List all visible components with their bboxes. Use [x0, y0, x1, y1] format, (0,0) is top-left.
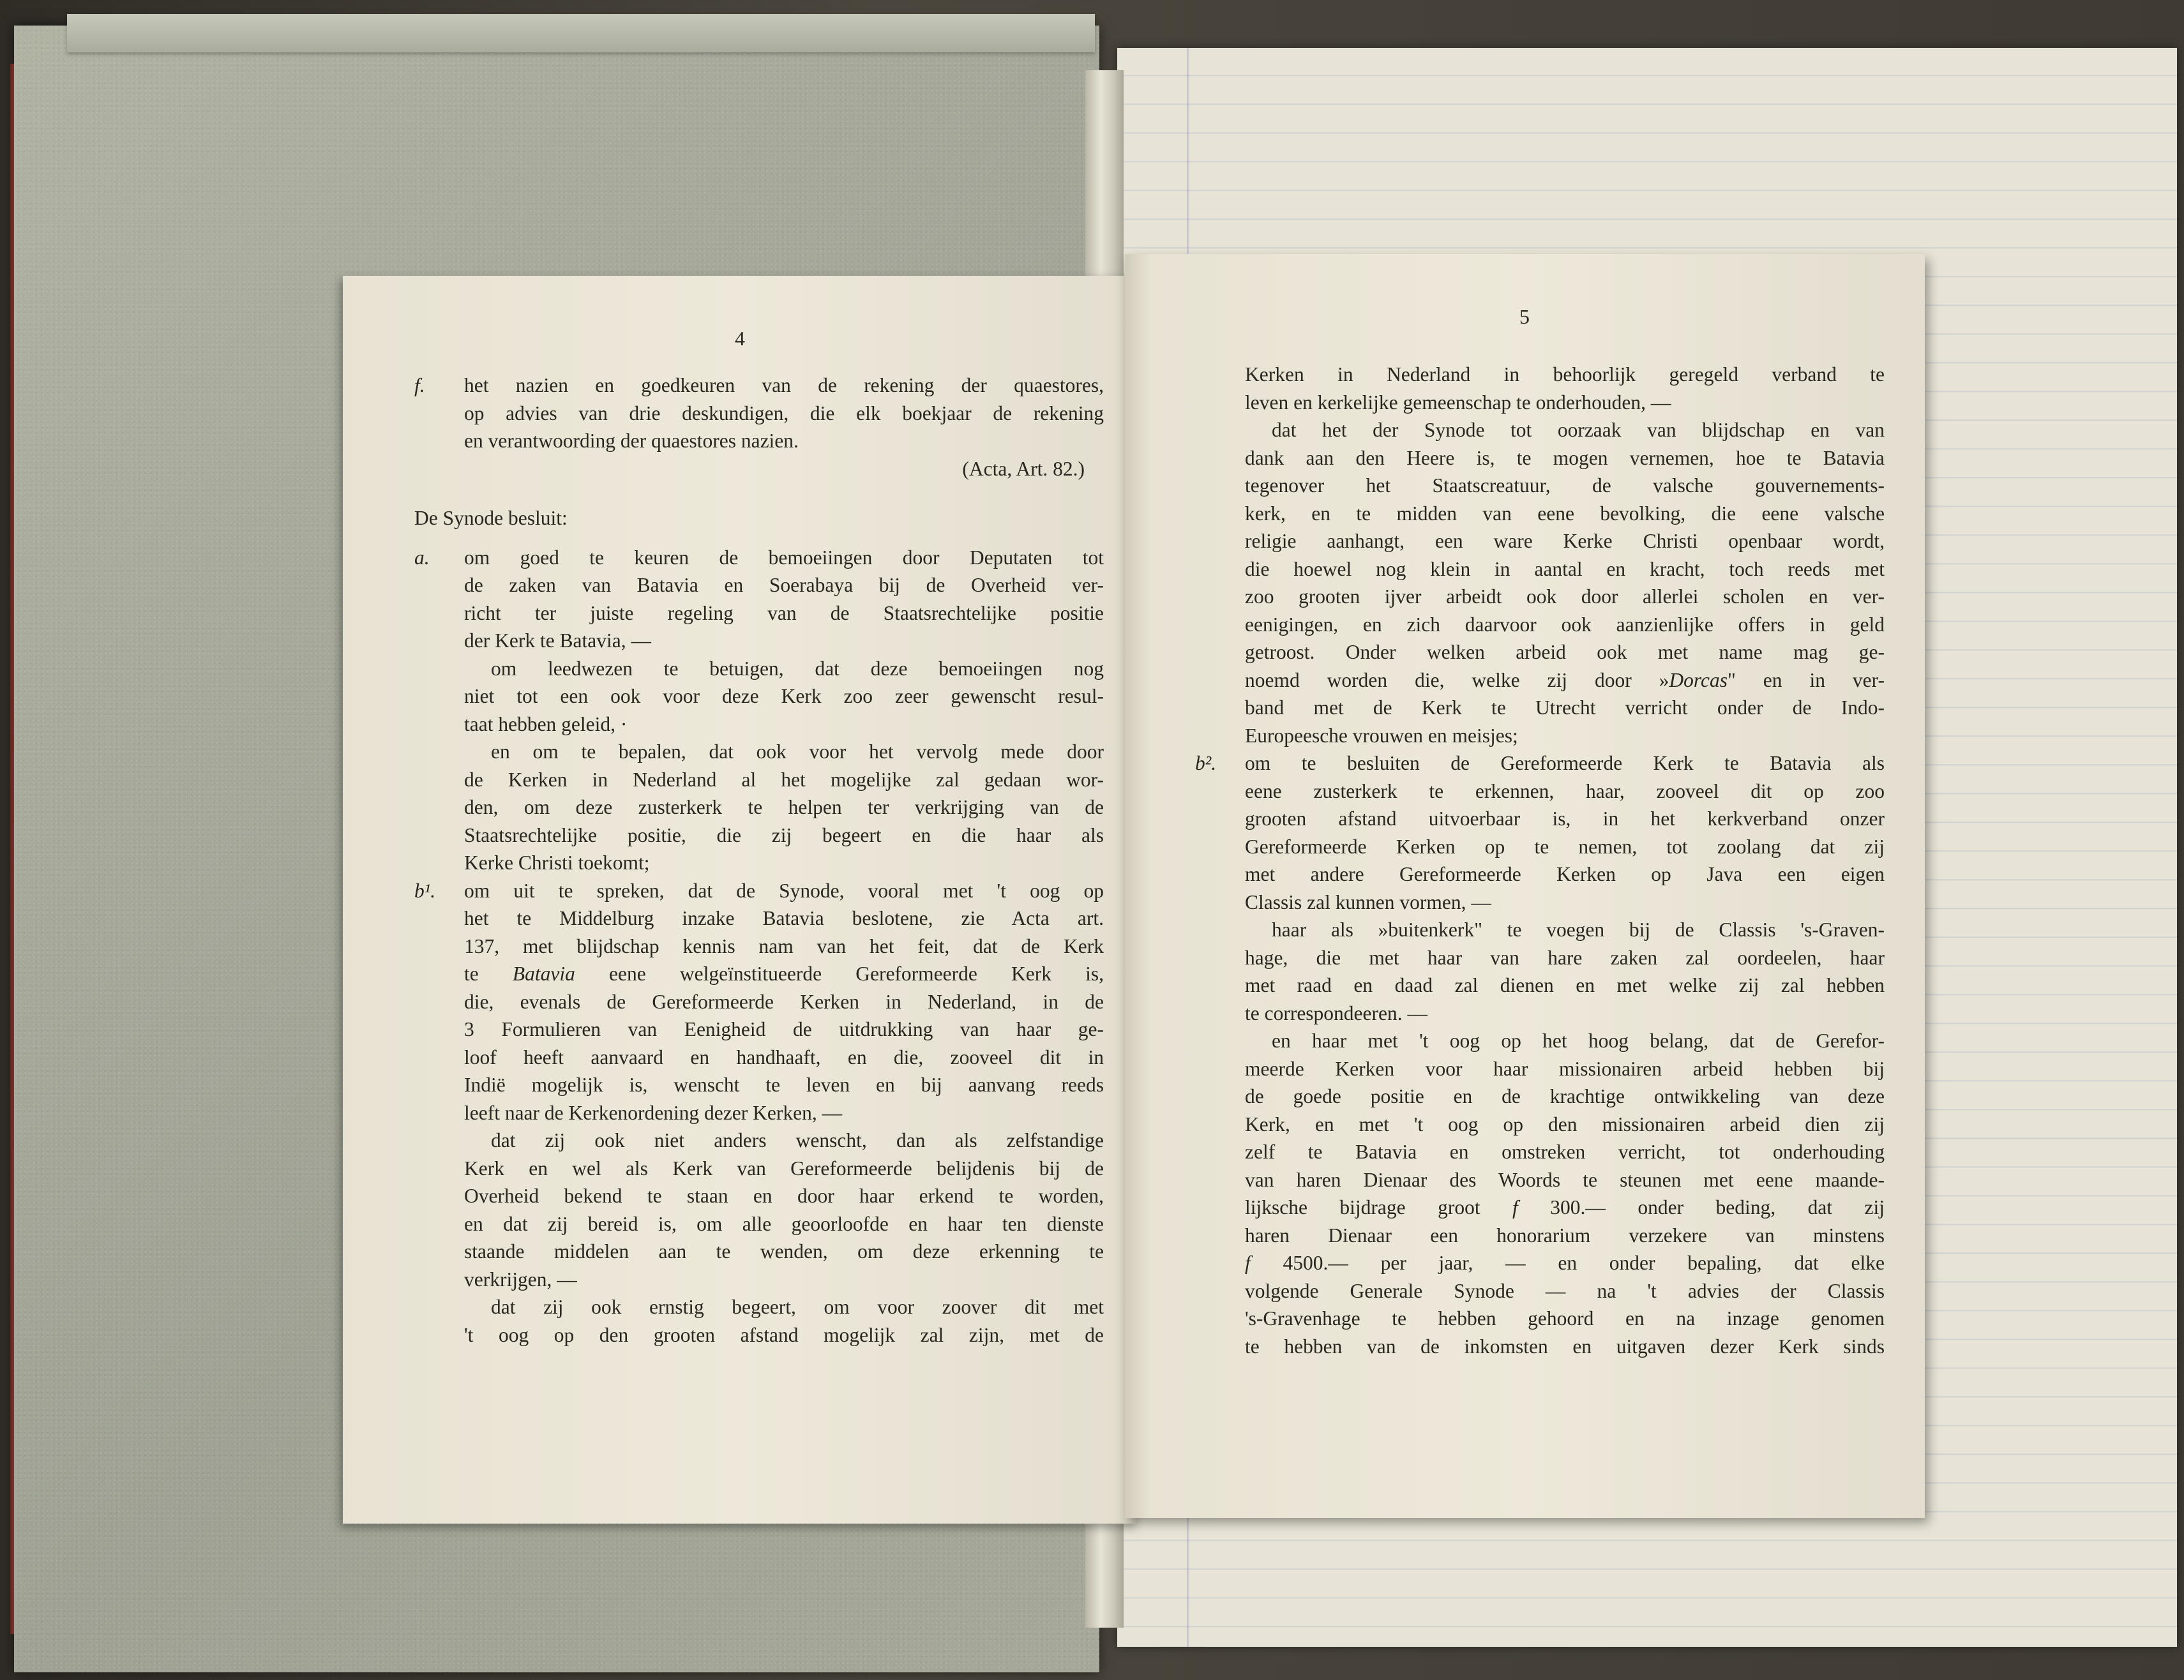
pamphlet-page-4 [343, 276, 1138, 1524]
text-line: eenigingen, en zich daarvoor ook aanzienlijke offers in geld [1245, 613, 1885, 636]
text-line: van haren Dienaar des Woords te steunen met eene maande- [1245, 1168, 1885, 1191]
text-line: dat zij ook ernstig begeert, om voor zoover dit met [491, 1296, 1104, 1318]
page-text [1195, 361, 1885, 1360]
text-line: meerde Kerken voor haar missionairen arbeid hebben bij [1245, 1057, 1885, 1080]
citation: (Acta, Art. 82.) [962, 457, 1085, 480]
text-line: getroost. Onder welken arbeid ook met name mag ge- [1245, 641, 1885, 663]
text-line: dank aan den Heere is, te mogen vernemen, hoe te Batavia [1245, 446, 1885, 469]
text-line: Indië mogelijk is, wenscht te leven en bij aanvang reeds [464, 1074, 1104, 1096]
pamphlet-page-5 [1125, 254, 1925, 1518]
text-line: Staatsrechtelijke positie, die zij begeert en die haar als [464, 823, 1104, 846]
text-line: het te Middelburg inzake Batavia beslotene, zie Acta art. [464, 907, 1104, 929]
text-line: Kerk, en met 't oog op den missionairen arbeid dien zij [1245, 1113, 1885, 1136]
text-line: lijksche bijdrage groot f 300.— onder beding, dat zij [1245, 1196, 1885, 1219]
text-line: te correspondeeren. — [1245, 1001, 1427, 1024]
text-line: religie aanhangt, een ware Kerke Christi openbaar wordt, [1245, 530, 1885, 552]
text-line: loof heeft aanvaard en handhaaft, en die, zooveel dit in [464, 1046, 1104, 1069]
text-line: 's-Gravenhage te hebben gehoord en na inzage genomen [1245, 1307, 1885, 1330]
text-line: staande middelen aan te wenden, om deze erkenning te [464, 1240, 1104, 1263]
text-line: b¹. om uit te spreken, dat de Synode, vooral met 't oog op [414, 879, 1104, 902]
text-line: en om te bepalen, dat ook voor het vervolg mede door [491, 740, 1104, 763]
text-line: der Kerk te Batavia, — [464, 629, 652, 652]
text-line: om leedwezen te betuigen, dat deze bemoeiingen nog [491, 657, 1104, 680]
text-line: leven en kerkelijke gemeenschap te onderhouden, — [1245, 391, 1671, 414]
text-line: volgende Generale Synode — na 't advies der Classis [1245, 1279, 1885, 1302]
text-line: de goede positie en de krachtige ontwikkeling van deze [1245, 1085, 1885, 1107]
cover-top-fold [67, 14, 1095, 52]
text-line: haren Dienaar een honorarium verzekere van minstens [1245, 1224, 1885, 1247]
text-line: zoo grooten ijver arbeidt ook door allerlei scholen en ver- [1245, 585, 1885, 608]
text-line: eene zusterkerk te erkennen, haar, zooveel dit op zoo [1245, 779, 1885, 802]
text-line: te hebben van de inkomsten en uitgaven dezer Kerk sinds [1245, 1335, 1885, 1358]
text-line: leeft naar de Kerkenordening dezer Kerken, — [464, 1101, 843, 1124]
text-line: en haar met 't oog op het hoog belang, dat de Gerefor- [1272, 1030, 1885, 1052]
text-line: 't oog op den grooten afstand mogelijk zal zijn, met de [464, 1323, 1104, 1346]
text-line: op advies van drie deskundigen, die elk boekjaar de rekening [464, 401, 1104, 424]
text-line: met raad en daad zal dienen en met welke zij zal hebben [1245, 974, 1885, 996]
text-line: de Kerken in Nederland al het mogelijke zal gedaan wor- [464, 768, 1104, 791]
page-number: 4 [735, 327, 746, 350]
text-line: de zaken van Batavia en Soerabaya bij de Overheid ver- [464, 574, 1104, 596]
text-line: f 4500.— per jaar, — en onder bepaling, dat elke [1245, 1252, 1885, 1274]
text-line: niet tot een ook voor deze Kerk zoo zeer gewenscht resul- [464, 685, 1104, 707]
text-line: a. om goed te keuren de bemoeiingen door Deputaten tot [414, 546, 1104, 569]
text-line: 137, met blijdschap kennis nam van het feit, dat de Kerk [464, 934, 1104, 957]
text-line: kerk, en te midden van eene bevolking, die eene valsche [1245, 502, 1885, 525]
text-line: met andere Gereformeerde Kerken op Java een eigen [1245, 863, 1885, 885]
text-line: Kerke Christi toekomt; [464, 851, 650, 874]
text-line: Classis zal kunnen vormen, — [1245, 890, 1491, 913]
text-line: en dat zij bereid is, om alle geoorloofde en haar ten dienste [464, 1212, 1104, 1235]
text-line: den, om deze zusterkerk te helpen ter verkrijging van de [464, 796, 1104, 818]
text-line: Overheid bekend te staan en door haar erkend te worden, [464, 1185, 1104, 1207]
text-line: f. het nazien en goedkeuren van de rekening der quaestores, [414, 374, 1104, 396]
text-line: band met de Kerk te Utrecht verricht onder de Indo- [1245, 696, 1885, 719]
text-line: dat het der Synode tot oorzaak van blijdschap en van [1272, 419, 1885, 441]
text-line: Kerken in Nederland in behoorlijk geregeld verband te [1245, 363, 1885, 386]
text-line: en verantwoording der quaestores nazien. [464, 430, 799, 452]
text-line: die, evenals de Gereformeerde Kerken in Nederland, in de [464, 990, 1104, 1013]
text-line: noemd worden die, welke zij door »Dorcas" en in ver- [1245, 668, 1885, 691]
text-line: dat zij ook niet anders wenscht, dan als zelfstandige [491, 1129, 1104, 1151]
text-line: richt ter juiste regeling van de Staatsrechtelijke positie [464, 601, 1104, 624]
heading-line: De Synode besluit: [414, 507, 568, 529]
text-line: hage, die met haar van hare zaken zal oordeelen, haar [1245, 946, 1885, 969]
text-line: te Batavia eene welgeïnstitueerde Gereformeerde Kerk is, [464, 963, 1104, 985]
text-line: tegenover het Staatscreatuur, de valsche gouvernements- [1245, 474, 1885, 497]
text-line: haar als »buitenkerk" te voegen bij de Classis 's-Graven- [1272, 919, 1885, 941]
text-line: zelf te Batavia en omstreken verricht, tot onderhouding [1245, 1141, 1885, 1163]
text-line: Kerk en wel als Kerk van Gereformeerde belijdenis bij de [464, 1157, 1104, 1180]
text-line: taat hebben geleid, · [464, 712, 628, 735]
text-line: grooten afstand uitvoerbaar is, in het kerkverband onzer [1245, 807, 1885, 830]
page-number: 5 [1519, 305, 1530, 328]
text-line: Gereformeerde Kerken op te nemen, tot zoolang dat zij [1245, 835, 1885, 858]
page-text [414, 371, 1104, 1349]
text-line: b². om te besluiten de Gereformeerde Kerk te Batavia als [1195, 752, 1885, 774]
text-line: Europeesche vrouwen en meisjes; [1245, 724, 1518, 747]
text-line: verkrijgen, — [464, 1268, 577, 1291]
text-line: die hoewel nog klein in aantal en kracht, toch reeds met [1245, 557, 1885, 580]
text-line: 3 Formulieren van Eenigheid de uitdrukking van haar ge- [464, 1018, 1104, 1040]
